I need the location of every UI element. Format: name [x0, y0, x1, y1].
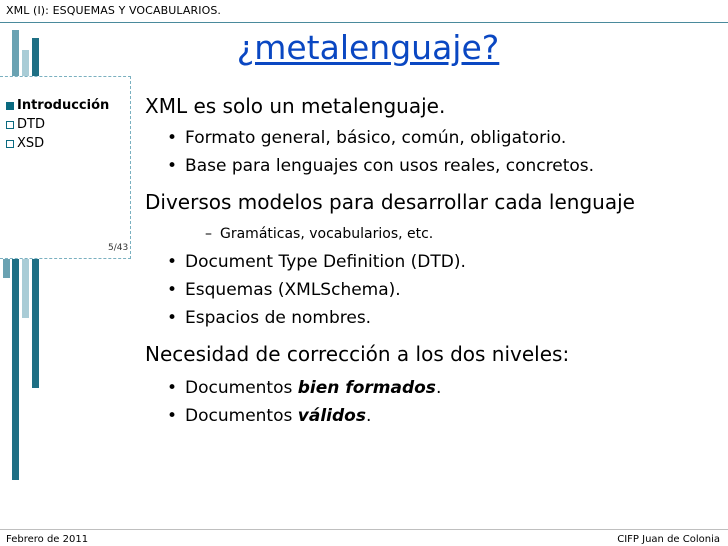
decor-bar — [32, 258, 39, 388]
nav-square-icon — [6, 121, 14, 129]
nav-item-label: Introducción — [17, 98, 110, 113]
section-navigation — [0, 76, 131, 259]
decor-bar — [22, 258, 29, 318]
nav-item-xsd[interactable] — [6, 136, 44, 151]
bullet-dot: • — [167, 280, 178, 300]
bullet-level3 — [205, 226, 433, 242]
page-number: 5/43 — [108, 243, 129, 253]
bullet-level2 — [167, 378, 441, 398]
text-plain: Documentos — [185, 378, 298, 398]
text-emphasis: bien formados — [297, 378, 436, 398]
footer-date: Febrero de 2011 — [6, 534, 89, 545]
bullet-level2 — [167, 156, 594, 176]
footer-divider — [0, 529, 728, 530]
bullet-text: Formato general, básico, común, obligatorio. — [185, 128, 567, 148]
footer-institution: CIFP Juan de Colonia — [617, 534, 720, 545]
decor-bar — [3, 258, 10, 278]
bullet-text: Base para lenguajes con usos reales, concretos. — [185, 156, 595, 176]
bullet-dot: • — [167, 406, 178, 426]
bullet-level1: Necesidad de corrección a los dos niveles: — [145, 342, 570, 366]
bullet-level2 — [167, 406, 371, 426]
header-divider — [0, 22, 728, 23]
bullet-dot: • — [167, 308, 178, 328]
bullet-level1: XML es solo un metalenguaje. — [145, 94, 446, 118]
bullet-text — [185, 378, 441, 398]
nav-item-introduccion[interactable] — [6, 98, 109, 113]
nav-item-label: DTD — [17, 117, 45, 132]
bullet-text: Gramáticas, vocabularios, etc. — [220, 226, 434, 242]
bullet-level2 — [167, 252, 466, 272]
text-plain: . — [435, 378, 442, 398]
bullet-text: Esquemas (XMLSchema). — [185, 280, 401, 300]
bullet-text: Espacios de nombres. — [185, 308, 372, 328]
bullet-dot: • — [167, 128, 178, 148]
nav-item-label: XSD — [17, 136, 45, 151]
bullet-level2 — [167, 280, 401, 300]
bullet-text — [185, 406, 371, 426]
decor-bar — [12, 30, 19, 80]
decor-bar — [12, 258, 19, 480]
text-plain: . — [365, 406, 372, 426]
bullet-level2 — [167, 308, 371, 328]
slide-title: ¿metalenguaje? — [236, 28, 500, 67]
bullet-dot: • — [167, 252, 178, 272]
bullet-dash: – — [205, 226, 212, 242]
bullet-text: Document Type Definition (DTD). — [185, 252, 466, 272]
nav-square-icon — [6, 102, 14, 110]
bullet-dot: • — [167, 378, 178, 398]
bullet-level1: Diversos modelos para desarrollar cada lenguaje — [145, 190, 635, 214]
bullet-level2 — [167, 128, 566, 148]
nav-square-icon — [6, 140, 14, 148]
header-title: XML (I): ESQUEMAS Y VOCABULARIOS. — [6, 4, 222, 17]
text-plain: Documentos — [185, 406, 298, 426]
nav-item-dtd[interactable] — [6, 117, 45, 132]
bullet-dot: • — [167, 156, 178, 176]
text-emphasis: válidos — [297, 406, 366, 426]
